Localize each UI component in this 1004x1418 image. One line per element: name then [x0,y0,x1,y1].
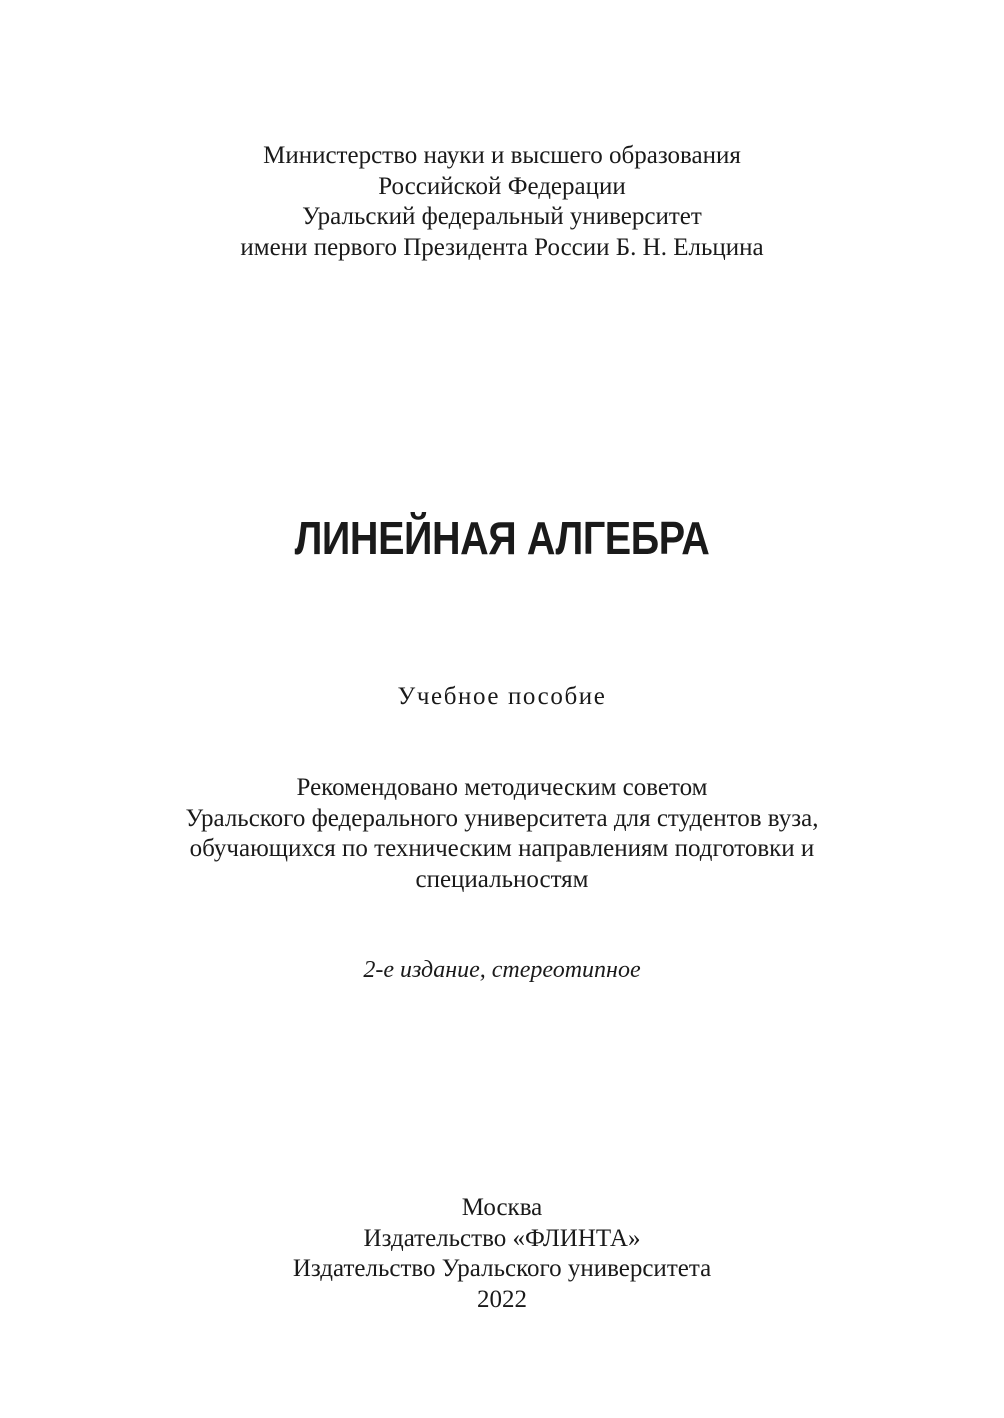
institution-line: Российской Федерации [378,172,626,200]
recommendation-note [0,773,1004,895]
imprint-publisher: Издательство Уральского университета [292,1255,712,1282]
imprint-city: Москва [461,1194,543,1221]
institution-line: имени первого Президента России Б. Н. Ельцина [240,233,764,261]
recommendation-line: Рекомендовано методическим советом [296,774,708,801]
institution-line: Уральский федеральный университет [302,203,702,230]
institution-line: Министерство науки и высшего образования [263,142,741,169]
book-title: ЛИНЕЙНАЯ АЛГЕБРА [294,512,710,564]
edition-note: 2-е издание, стереотипное [363,957,641,983]
imprint-publisher: Издательство «ФЛИНТА» [363,1224,641,1252]
recommendation-line: Уральского федерального университета для студентов вуза, [185,804,819,832]
institution-header [0,141,1004,263]
imprint [0,1193,1004,1315]
recommendation-line: обучающихся по техническим направлениям подготовки и [189,835,815,862]
book-subtitle: Учебное пособие [397,683,607,710]
imprint-year: 2022 [477,1285,527,1313]
recommendation-line: специальностям [415,865,589,893]
